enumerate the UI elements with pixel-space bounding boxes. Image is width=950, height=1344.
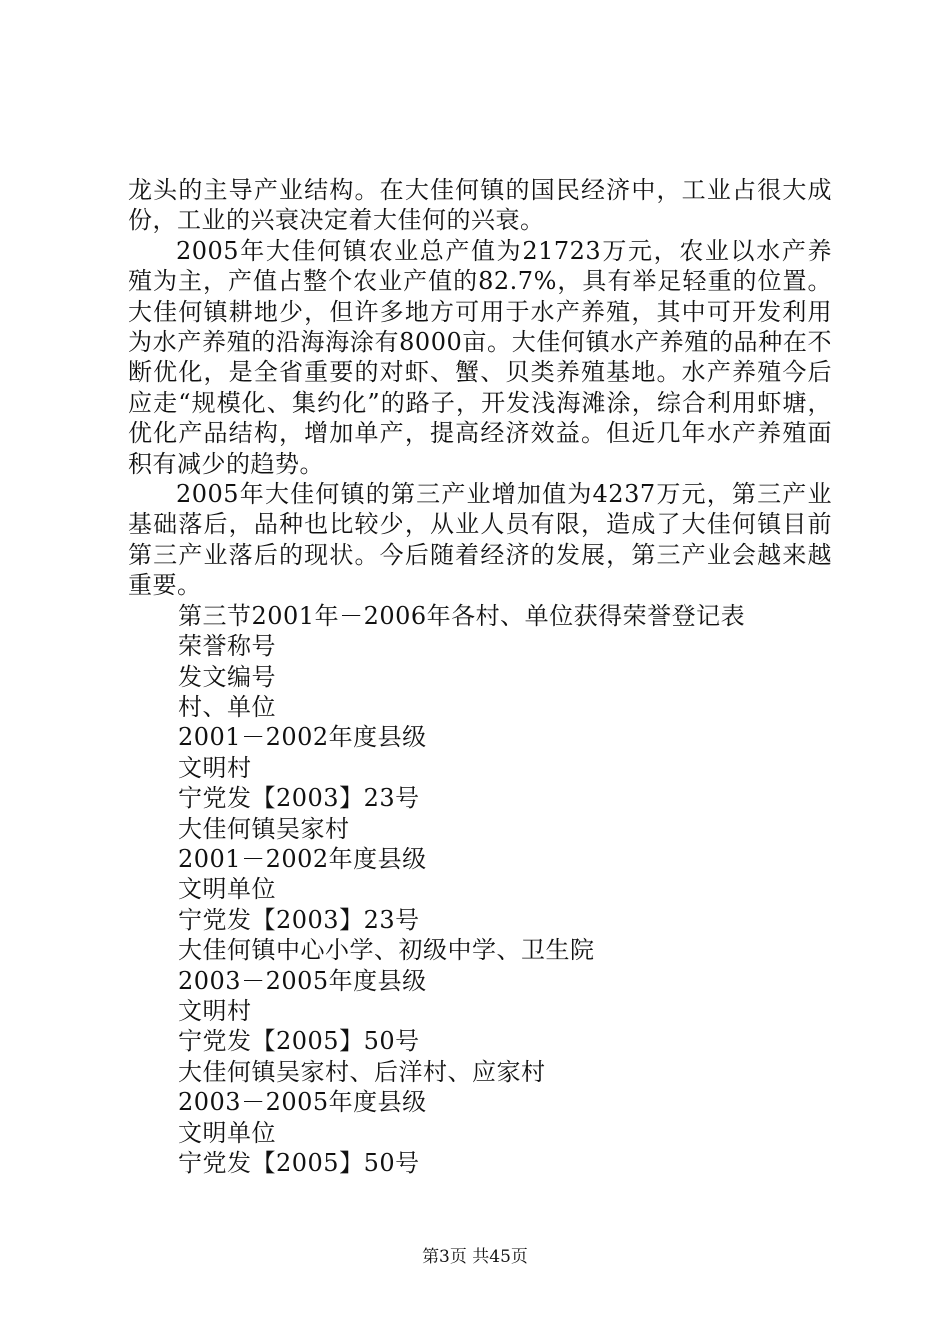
document-body [128,175,832,1178]
record-honor-name: 文明村 [178,996,252,1025]
paragraph-tertiary: 2005年大佳何镇的第三产业增加值为4237万元，第三产业基础落后，品种也比较少，从业人员有限，造成了大佳何镇目前第三产业落后的现状。今后随着经济的发展，第三产业会越来越重要。 [128,480,832,600]
header-honor-title: 荣誉称号 [178,632,276,661]
record-honor-period: 2003－2005年度县级 [178,1088,427,1117]
header-document-number: 发文编号 [178,662,276,691]
record-document-number: 宁党发【2005】50号 [178,1027,420,1056]
record-honor-name: 文明单位 [178,875,276,904]
header-unit: 村、单位 [178,692,276,721]
record-honor-name: 文明村 [178,753,252,782]
record-honor-name: 文明单位 [178,1118,276,1147]
section-title: 第三节2001年－2006年各村、单位获得荣誉登记表 [178,601,746,630]
paragraph-industry: 龙头的主导产业结构。在大佳何镇的国民经济中，工业占很大成份，工业的兴衰决定着大佳何的兴衰。 [128,176,832,235]
record-document-number: 宁党发【2003】23号 [178,784,420,813]
honor-register [128,601,832,1179]
record-honor-period: 2001－2002年度县级 [178,844,427,873]
record-unit: 大佳何镇中心小学、初级中学、卫生院 [178,936,595,965]
record-honor-period: 2001－2002年度县级 [178,723,427,752]
record-unit: 大佳何镇吴家村、后洋村、应家村 [178,1057,546,1086]
record-unit: 大佳何镇吴家村 [178,814,350,843]
record-honor-period: 2003－2005年度县级 [178,966,427,995]
paragraph-agriculture: 2005年大佳何镇农业总产值为21723万元，农业以水产养殖为主，产值占整个农业产值的82.7%，具有举足轻重的位置。大佳何镇耕地少，但许多地方可用于水产养殖，其中可开发利用为水产养殖的沿海海涂有8000亩。大佳何镇水产养殖的品种在不断优化，是全省重要的对虾、蟹、贝类养殖基地。水产养殖今后应走“规模化、集约化”的路子，开发浅海滩涂，综合利用虾塘，优化产品结构，增加单产，提高经济效益。但近几年水产养殖面积有减少的趋势。 [128,236,832,478]
record-document-number: 宁党发【2005】50号 [178,1149,420,1177]
page-footer: 第3页 共45页 [422,1247,528,1267]
record-document-number: 宁党发【2003】23号 [178,905,420,934]
